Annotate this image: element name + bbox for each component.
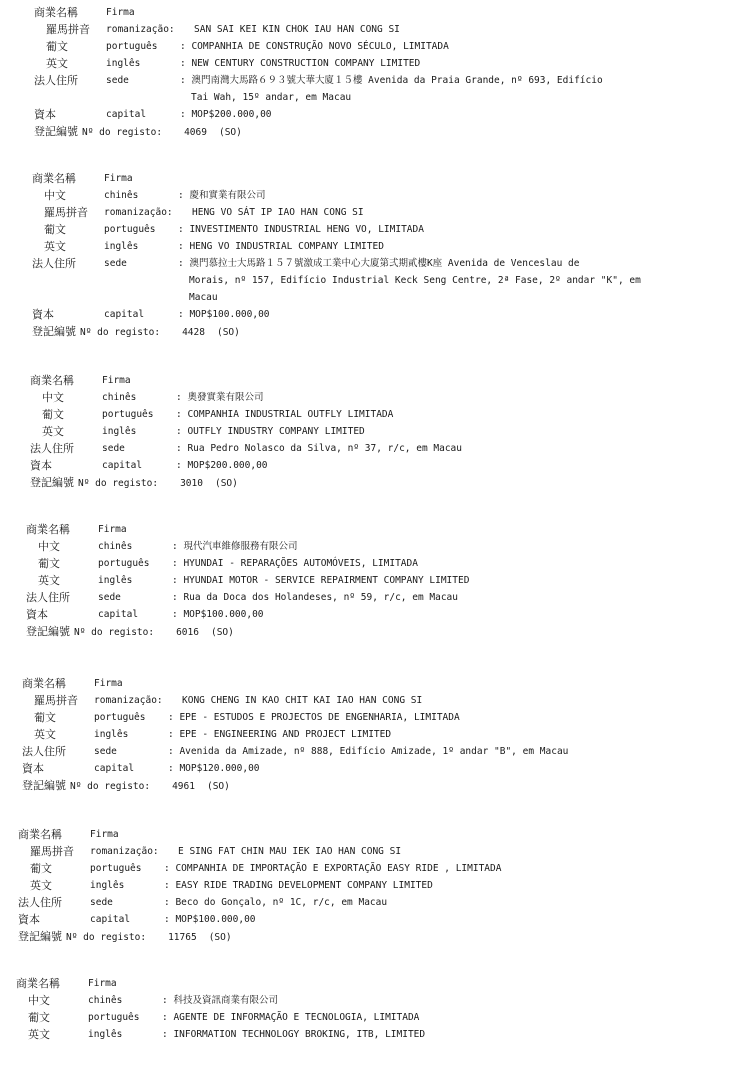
field-value <box>192 204 364 221</box>
field-label-portuguese: romanização: <box>106 24 175 35</box>
field-value-text: HENG VO INDUSTRIAL COMPANY LIMITED <box>189 241 384 252</box>
registration-label-portuguese: Nº do registo: <box>70 781 151 792</box>
field-value <box>178 843 401 860</box>
field-value <box>194 21 400 38</box>
colon-separator: : <box>172 592 184 603</box>
field-label-portuguese: português <box>106 41 158 52</box>
field-row <box>30 423 734 440</box>
field-value-text: EPE - ESTUDOS E PROJECTOS DE ENGENHARIA, LIMITADA <box>179 712 460 723</box>
field-value <box>180 106 272 123</box>
field-label-chinese: 英文 <box>28 1028 50 1041</box>
field-label-portuguese: inglês <box>102 426 137 437</box>
field-label-chinese: 商業名稱 <box>18 828 62 841</box>
field-label-chinese: 法人住所 <box>18 896 62 909</box>
colon-separator: : <box>164 914 176 925</box>
field-label-chinese: 英文 <box>38 574 60 587</box>
registration-tag: (SO) <box>214 478 238 489</box>
field-label-portuguese: inglês <box>98 575 133 586</box>
field-value <box>172 538 297 555</box>
field-label-chinese: 法人住所 <box>30 442 74 455</box>
field-label-chinese: 資本 <box>32 308 54 321</box>
field-row <box>16 992 734 1009</box>
field-label-portuguese: português <box>88 1012 140 1023</box>
field-value <box>168 726 391 743</box>
colon-separator: : <box>162 995 174 1006</box>
field-value <box>176 440 462 457</box>
colon-separator: : <box>178 224 190 235</box>
field-value-text: HENG VO SÁT IP IAO HAN CONG SI <box>192 207 364 218</box>
field-row <box>26 589 734 606</box>
field-value-text: COMPANHIA DE CONSTRUÇÃO NOVO SÉCULO, LIMITADA <box>191 41 449 52</box>
colon-separator: : <box>162 1029 174 1040</box>
field-row <box>32 170 734 187</box>
registration-row <box>26 623 734 640</box>
field-value-text: HYUNDAI MOTOR - SERVICE REPAIRMENT COMPANY LIMITED <box>183 575 470 586</box>
field-label-chinese: 資本 <box>34 108 56 121</box>
field-label-chinese: 葡文 <box>28 1011 50 1024</box>
field-label-portuguese: Firma <box>94 678 123 689</box>
registration-tag: (SO) <box>206 781 230 792</box>
colon-separator: : <box>168 712 180 723</box>
field-value-text: KONG CHENG IN KAO CHIT KAI IAO HAN CONG SI <box>182 695 423 706</box>
field-value-text: MOP$200.000,00 <box>187 460 268 471</box>
company-record <box>32 170 734 340</box>
field-label-chinese: 資本 <box>26 608 48 621</box>
field-value-text: 慶和實業有限公司 <box>189 190 266 201</box>
field-label-chinese: 中文 <box>38 540 60 553</box>
colon-separator: : <box>172 609 184 620</box>
field-label-chinese: 葡文 <box>38 557 60 570</box>
field-label-portuguese: chinês <box>98 541 133 552</box>
field-row <box>22 760 734 777</box>
colon-separator: : <box>180 109 192 120</box>
field-value <box>176 406 393 423</box>
company-record <box>34 4 734 140</box>
field-row <box>16 1009 734 1026</box>
field-value-text: INVESTIMENTO INDUSTRIAL HENG VO, LIMITADA <box>189 224 424 235</box>
field-label-chinese: 葡文 <box>46 40 68 53</box>
field-label-portuguese: Firma <box>88 978 117 989</box>
field-value-text: Avenida da Amizade, nº 888, Edifício Amizade, 1º andar "B", em Macau <box>179 746 569 757</box>
field-value <box>162 1009 419 1026</box>
field-label-portuguese: sede <box>104 258 127 269</box>
field-label-chinese: 葡文 <box>42 408 64 421</box>
field-label-chinese: 商業名稱 <box>30 374 74 387</box>
registration-number: 4961 <box>172 781 195 792</box>
company-record <box>22 675 734 794</box>
field-label-portuguese: inglês <box>88 1029 123 1040</box>
field-value-text: AGENTE DE INFORMAÇÃO E TECNOLOGIA, LIMITADA <box>173 1012 420 1023</box>
field-value <box>164 860 501 877</box>
registration-tag: (SO) <box>218 127 242 138</box>
colon-separator: : <box>178 258 190 269</box>
colon-separator: : <box>180 58 192 69</box>
field-row <box>32 255 734 272</box>
field-label-chinese: 英文 <box>42 425 64 438</box>
field-value <box>168 760 260 777</box>
colon-separator: : <box>180 75 192 86</box>
field-label-portuguese: Firma <box>98 524 127 535</box>
field-value-continued: Macau <box>189 292 218 303</box>
field-value <box>164 894 387 911</box>
field-row <box>18 877 734 894</box>
company-record <box>26 521 734 640</box>
field-row <box>16 975 734 992</box>
field-label-chinese: 葡文 <box>34 711 56 724</box>
colon-separator: : <box>168 729 180 740</box>
registration-number: 3010 <box>180 478 203 489</box>
field-label-portuguese: romanização: <box>90 846 159 857</box>
field-label-portuguese: chinês <box>104 190 139 201</box>
field-value <box>172 606 264 623</box>
registration-label-chinese: 登記編號 <box>26 625 70 638</box>
field-row <box>26 521 734 538</box>
registration-label-chinese: 登記編號 <box>18 930 62 943</box>
address-continuation-line <box>32 289 734 306</box>
registration-label-portuguese: Nº do registo: <box>82 127 163 138</box>
field-value-text: COMPANHIA INDUSTRIAL OUTFLY LIMITADA <box>187 409 394 420</box>
colon-separator: : <box>176 392 188 403</box>
field-label-chinese: 英文 <box>44 240 66 253</box>
field-value-text: COMPANHIA DE IMPORTAÇÃO E EXPORTAÇÃO EASY RIDE , LIMITADA <box>175 863 502 874</box>
field-value <box>178 255 579 272</box>
field-value-text: E SING FAT CHIN MAU IEK IAO HAN CONG SI <box>178 846 402 857</box>
colon-separator: : <box>168 763 180 774</box>
field-label-portuguese: português <box>90 863 142 874</box>
address-continuation-line <box>32 272 734 289</box>
registration-label-chinese: 登記編號 <box>22 779 66 792</box>
field-value-text: Beco do Gonçalo, nº 1C, r/c, em Macau <box>175 897 388 908</box>
field-label-chinese: 商業名稱 <box>32 172 76 185</box>
field-value-text: 澳門慕拉士大馬路１５７號激成工業中心大廈第弍期貳樓K座 Avenida de Venceslau de <box>189 258 580 269</box>
registration-label-chinese: 登記編號 <box>30 476 74 489</box>
field-value-text: EASY RIDE TRADING DEVELOPMENT COMPANY LIMITED <box>175 880 433 891</box>
field-value-continued: Morais, nº 157, Edifício Industrial Keck Seng Centre, 2ª Fase, 2º andar "K", em <box>189 275 641 286</box>
field-label-chinese: 英文 <box>34 728 56 741</box>
field-label-chinese: 中文 <box>28 994 50 1007</box>
field-value-text: Rua da Doca dos Holandeses, nº 59, r/c, em Macau <box>183 592 458 603</box>
field-label-chinese: 資本 <box>30 459 52 472</box>
registration-row <box>30 474 734 491</box>
field-label-chinese: 商業名稱 <box>22 677 66 690</box>
registration-row <box>18 928 734 945</box>
registration-row <box>34 123 734 140</box>
field-row <box>18 826 734 843</box>
field-label-chinese: 葡文 <box>30 862 52 875</box>
field-value-text: MOP$100.000,00 <box>183 609 264 620</box>
field-row <box>34 38 734 55</box>
field-row <box>34 55 734 72</box>
field-label-portuguese: capital <box>94 763 135 774</box>
field-row <box>30 440 734 457</box>
field-row <box>32 238 734 255</box>
colon-separator: : <box>172 575 184 586</box>
field-value <box>168 709 460 726</box>
colon-separator: : <box>172 558 184 569</box>
field-label-portuguese: Firma <box>106 7 135 18</box>
field-label-portuguese: capital <box>98 609 139 620</box>
field-label-portuguese: sede <box>102 443 125 454</box>
field-label-portuguese: inglês <box>106 58 141 69</box>
field-value <box>172 572 469 589</box>
field-label-chinese: 法人住所 <box>32 257 76 270</box>
registration-label-portuguese: Nº do registo: <box>74 627 155 638</box>
registration-label-portuguese: Nº do registo: <box>66 932 147 943</box>
field-value <box>172 555 418 572</box>
field-value <box>176 389 263 406</box>
field-value <box>168 743 568 760</box>
registration-label-portuguese: Nº do registo: <box>80 327 161 338</box>
registration-tag: (SO) <box>210 627 234 638</box>
field-row <box>22 692 734 709</box>
field-value-text: 澳門南灣大馬路６９３號大華大廈１５樓 Avenida da Praia Grande, nº 693, Edifício <box>191 75 603 86</box>
field-value-text: HYUNDAI - REPARAÇÕES AUTOMÓVEIS, LIMITADA <box>183 558 418 569</box>
field-row <box>18 860 734 877</box>
company-record <box>30 372 734 491</box>
field-value <box>176 423 365 440</box>
field-label-chinese: 羅馬拼音 <box>30 845 74 858</box>
field-value-text: 科技及資訊商業有限公司 <box>173 995 278 1006</box>
registration-number: 4428 <box>182 327 205 338</box>
field-value-continued: Tai Wah, 15º andar, em Macau <box>191 92 352 103</box>
colon-separator: : <box>168 746 180 757</box>
field-label-chinese: 英文 <box>30 879 52 892</box>
field-label-portuguese: Firma <box>102 375 131 386</box>
field-label-portuguese: capital <box>102 460 143 471</box>
field-row <box>26 606 734 623</box>
field-label-portuguese: sede <box>98 592 121 603</box>
field-row <box>30 406 734 423</box>
field-value-text: SAN SAI KEI KIN CHOK IAU HAN CONG SI <box>194 24 400 35</box>
field-value-text: MOP$200.000,00 <box>191 109 272 120</box>
field-label-chinese: 中文 <box>44 189 66 202</box>
field-value-text: NEW CENTURY CONSTRUCTION COMPANY LIMITED <box>191 58 421 69</box>
registration-label-chinese: 登記編號 <box>34 125 78 138</box>
field-value-text: OUTFLY INDUSTRY COMPANY LIMITED <box>187 426 365 437</box>
field-value <box>162 992 278 1009</box>
field-label-chinese: 羅馬拼音 <box>44 206 88 219</box>
field-label-portuguese: chinês <box>88 995 123 1006</box>
field-row <box>34 72 734 89</box>
field-label-chinese: 羅馬拼音 <box>34 694 78 707</box>
colon-separator: : <box>176 426 188 437</box>
field-label-chinese: 葡文 <box>44 223 66 236</box>
field-label-chinese: 資本 <box>18 913 40 926</box>
field-label-chinese: 商業名稱 <box>26 523 70 536</box>
field-value-text: MOP$100.000,00 <box>175 914 256 925</box>
field-label-portuguese: Firma <box>104 173 133 184</box>
field-label-portuguese: inglês <box>94 729 129 740</box>
field-value-text: EPE - ENGINEERING AND PROJECT LIMITED <box>179 729 392 740</box>
field-row <box>26 555 734 572</box>
field-row <box>26 572 734 589</box>
colon-separator: : <box>176 409 188 420</box>
field-label-portuguese: sede <box>90 897 113 908</box>
registration-label-chinese: 登記編號 <box>32 325 76 338</box>
registration-number: 4069 <box>184 127 207 138</box>
field-label-chinese: 資本 <box>22 762 44 775</box>
field-label-portuguese: chinês <box>102 392 137 403</box>
field-label-chinese: 商業名稱 <box>16 977 60 990</box>
field-label-portuguese: inglês <box>104 241 139 252</box>
field-row <box>34 4 734 21</box>
company-record <box>18 826 734 945</box>
field-value <box>180 38 449 55</box>
field-value <box>164 877 433 894</box>
field-row <box>30 457 734 474</box>
registration-number: 11765 <box>168 932 197 943</box>
registration-label-portuguese: Nº do registo: <box>78 478 159 489</box>
field-row <box>16 1026 734 1043</box>
colon-separator: : <box>178 241 190 252</box>
field-label-chinese: 商業名稱 <box>34 6 78 19</box>
field-row <box>32 204 734 221</box>
field-label-portuguese: capital <box>90 914 131 925</box>
field-value-text: MOP$120.000,00 <box>179 763 260 774</box>
field-label-portuguese: português <box>102 409 154 420</box>
colon-separator: : <box>178 309 190 320</box>
field-value <box>178 221 424 238</box>
field-label-chinese: 法人住所 <box>34 74 78 87</box>
colon-separator: : <box>162 1012 174 1023</box>
field-value <box>178 238 384 255</box>
field-value <box>180 72 603 89</box>
field-value-text: MOP$100.000,00 <box>189 309 270 320</box>
field-label-portuguese: sede <box>106 75 129 86</box>
field-label-portuguese: romanização: <box>94 695 163 706</box>
colon-separator: : <box>164 897 176 908</box>
field-label-portuguese: romanização: <box>104 207 173 218</box>
field-value <box>176 457 268 474</box>
field-label-portuguese: português <box>98 558 150 569</box>
field-row <box>30 372 734 389</box>
registration-number: 6016 <box>176 627 199 638</box>
field-row <box>32 306 734 323</box>
field-label-chinese: 法人住所 <box>26 591 70 604</box>
field-label-chinese: 英文 <box>46 57 68 70</box>
colon-separator: : <box>178 190 190 201</box>
colon-separator: : <box>176 443 188 454</box>
registration-row <box>22 777 734 794</box>
field-label-portuguese: português <box>94 712 146 723</box>
field-label-portuguese: inglês <box>90 880 125 891</box>
registration-row <box>32 323 734 340</box>
field-row <box>26 538 734 555</box>
field-row <box>22 726 734 743</box>
field-value-text: 現代汽車維修服務有限公司 <box>183 541 298 552</box>
field-label-portuguese: capital <box>106 109 147 120</box>
field-value-text: 奧發實業有限公司 <box>187 392 264 403</box>
field-label-portuguese: Firma <box>90 829 119 840</box>
company-record <box>16 975 734 1043</box>
field-label-chinese: 羅馬拼音 <box>46 23 90 36</box>
field-label-portuguese: capital <box>104 309 145 320</box>
colon-separator: : <box>176 460 188 471</box>
field-label-portuguese: sede <box>94 746 117 757</box>
field-label-chinese: 法人住所 <box>22 745 66 758</box>
field-row <box>32 187 734 204</box>
field-row <box>22 709 734 726</box>
colon-separator: : <box>180 41 192 52</box>
registration-tag: (SO) <box>208 932 232 943</box>
field-value <box>180 55 420 72</box>
field-value <box>182 692 422 709</box>
field-row <box>22 675 734 692</box>
field-row <box>22 743 734 760</box>
field-value <box>164 911 256 928</box>
field-row <box>34 21 734 38</box>
colon-separator: : <box>164 863 176 874</box>
field-row <box>18 843 734 860</box>
field-value-text: Rua Pedro Nolasco da Silva, nº 37, r/c, em Macau <box>187 443 462 454</box>
colon-separator: : <box>164 880 176 891</box>
field-row <box>18 911 734 928</box>
field-row <box>34 106 734 123</box>
field-row <box>30 389 734 406</box>
field-value <box>178 187 265 204</box>
field-value <box>162 1026 425 1043</box>
field-row <box>18 894 734 911</box>
field-label-portuguese: português <box>104 224 156 235</box>
field-value <box>172 589 458 606</box>
colon-separator: : <box>172 541 184 552</box>
address-continuation-line <box>34 89 734 106</box>
field-label-chinese: 中文 <box>42 391 64 404</box>
field-value-text: INFORMATION TECHNOLOGY BROKING, ITB, LIMITED <box>173 1029 426 1040</box>
field-row <box>32 221 734 238</box>
field-value <box>178 306 270 323</box>
registration-tag: (SO) <box>216 327 240 338</box>
